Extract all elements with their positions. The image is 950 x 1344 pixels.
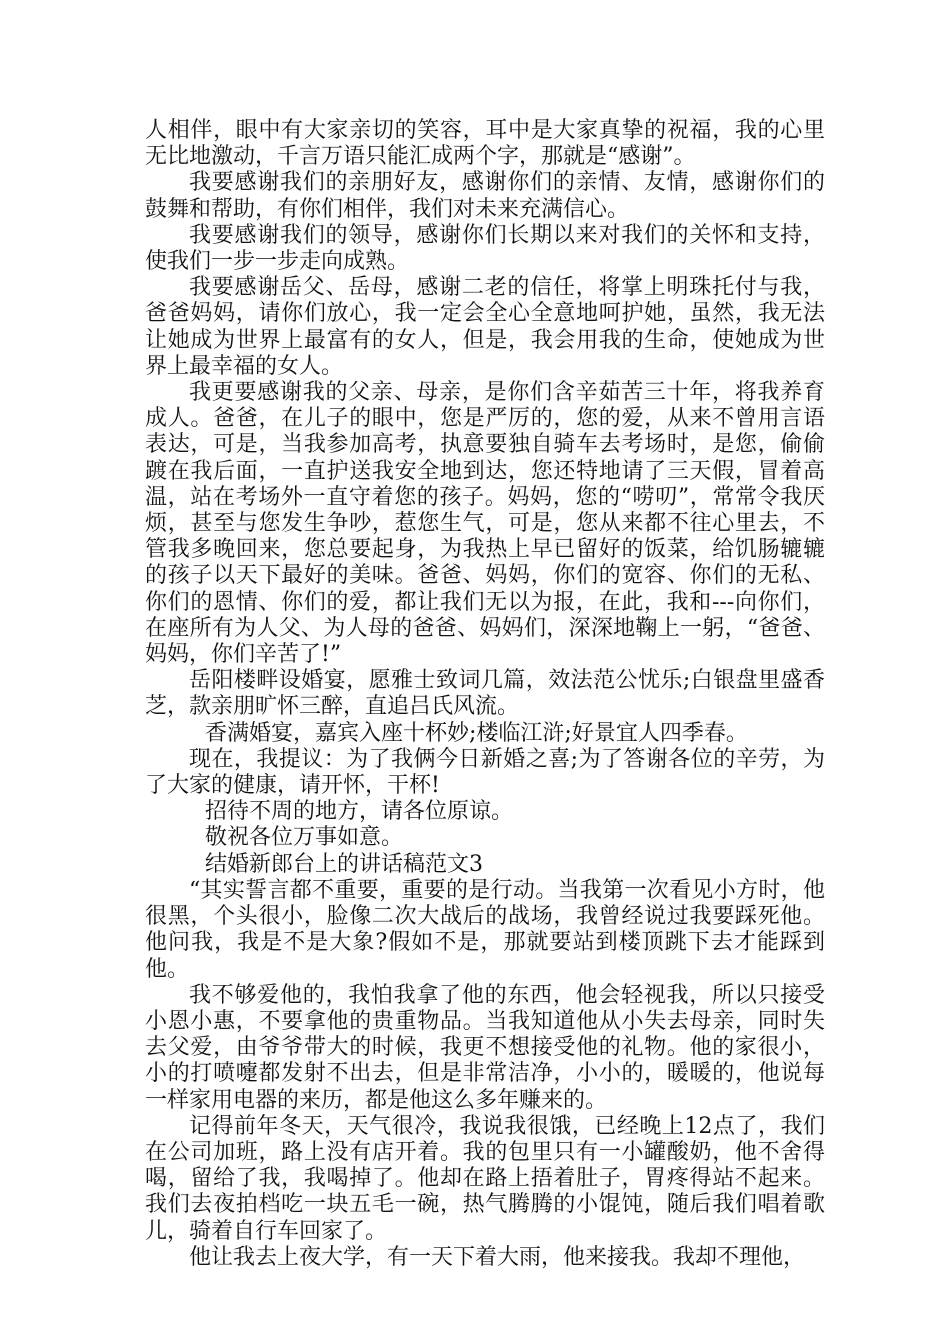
paragraph-15: 他让我去上夜大学，有一天下着大雨，他来接我。我却不理他， — [189, 1244, 806, 1270]
paragraph-3: 我要感谢我们的领导，感谢你们长期以来对我们的关怀和支持，使我们一步一步走向成熟。 — [145, 222, 825, 275]
paragraph-12: “其实誓言都不重要，重要的是行动。当我第一次看见小方时，他很黑，个头很小，脸像二次大战后的战场，我曾经说过我要踩死他。他问我，我是不是大象?假如不是，那就要站到楼顶跳下去才能踩到他。 — [145, 877, 825, 982]
paragraph-5: 我更要感谢我的父亲、母亲，是你们含辛茹苦三十年，将我养育成人。爸爸，在儿子的眼中，您是严厉的，您的爱，从来不曾用言语表达，可是，当我参加高考，执意要独自骑车去考场时，是您，偷偷踱在我后面，一直护送我安全地到达，您还特地请了三天假，冒着高温，站在考场外一直守着您的孩子。妈妈，您的“唠叨”，常常令我厌烦，甚至与您发生争吵，惹您生气，可是，您从来都不往心里去，不管我多晚回来，您总要起身，为我热上早已留好的饭菜，给饥肠辘辘的孩子以天下最好的美味。爸爸、妈妈，你们的宽容、你们的无私、你们的恩情、你们的爱，都让我们无以为报，在此，我和---向你们，在座所有为人父、为人母的爸爸、妈妈们，深深地鞠上一躬，“爸爸、妈妈，你们辛苦了!” — [145, 380, 825, 668]
paragraph-1: 人相伴，眼中有大家亲切的笑容，耳中是大家真挚的祝福，我的心里无比地激动，千言万语只能汇成两个字，那就是“感谢”。 — [145, 118, 825, 170]
paragraph-6: 岳阳楼畔设婚宴，愿雅士致词几篇，效法范公忧乐;白银盘里盛香芝，款亲朋旷怀三醉，直追吕氏风流。 — [145, 668, 825, 720]
section-heading: 结婚新郎台上的讲话稿范文3 — [205, 851, 483, 877]
paragraph-2: 我要感谢我们的亲朋好友，感谢你们的亲情、友情，感谢你们的鼓舞和帮助，有你们相伴，我们对未来充满信心。 — [145, 170, 825, 222]
paragraph-10: 敬祝各位万事如意。 — [205, 825, 404, 851]
paragraph-9: 招待不周的地方，请各位原谅。 — [205, 799, 514, 825]
paragraph-7: 香满婚宴，嘉宾入座十杯妙;楼临江浒;好景宜人四季春。 — [205, 720, 748, 746]
paragraph-4: 我要感谢岳父、岳母，感谢二老的信任，将掌上明珠托付与我，爸爸妈妈，请你们放心，我一定会全心全意地呵护她，虽然，我无法让她成为世界上最富有的女人，但是，我会用我的生命，使她成为世界上最幸福的女人。 — [145, 275, 825, 379]
paragraph-8: 现在，我提议：为了我俩今日新婚之喜;为了答谢各位的辛劳，为了大家的健康，请开怀，干杯! — [145, 746, 825, 799]
paragraph-14: 记得前年冬天，天气很冷，我说我很饿，已经晚上12点了，我们在公司加班，路上没有店开着。我的包里只有一小罐酸奶，他不舍得喝，留给了我，我喝掉了。他却在路上捂着肚子，胃疼得站不起来。我们去夜拍档吃一块五毛一碗，热气腾腾的小馄饨，随后我们唱着歌儿，骑着自行车回家了。 — [145, 1113, 825, 1244]
document-body — [145, 118, 825, 1271]
paragraph-13: 我不够爱他的，我怕我拿了他的东西，他会轻视我，所以只接受小恩小惠，不要拿他的贵重物品。当我知道他从小失去母亲，同时失去父爱，由爷爷带大的时候，我更不想接受他的礼物。他的家很小，小的打喷嚏都发射不出去，但是非常洁净，小小的，暖暖的，他说每一样家用电器的来历，都是他这么多年赚来的。 — [145, 982, 825, 1113]
